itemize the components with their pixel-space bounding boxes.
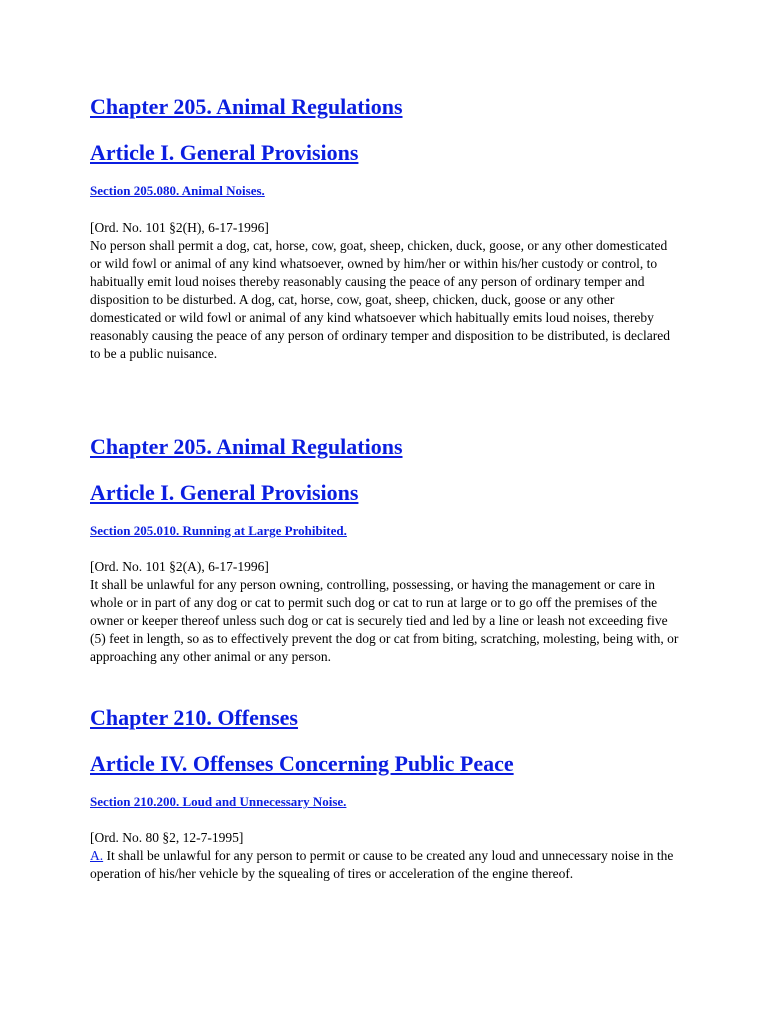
article-heading-wrap xyxy=(90,480,690,506)
article-heading-link[interactable]: Article IV. Offenses Concerning Public Peace xyxy=(90,751,514,776)
subsection-a-link[interactable]: A. xyxy=(90,848,104,863)
section-body-text: It shall be unlawful for any person owning, controlling, possessing, or having the management or care in whole or in part of any dog or cat to permit such dog or cat to run at large or to go off the premises of the owner or keeper thereof unless such dog or cat is securely tied and led by a line or leash not exceeding five (5) feet in length, so as to effectively prevent the dog or cat from biting, scratching, molesting, being with, or approaching any other animal or any person. xyxy=(90,577,679,664)
chapter-heading-link[interactable]: Chapter 205. Animal Regulations xyxy=(90,434,403,459)
section-heading-wrap xyxy=(90,794,690,810)
section-block-205-080 xyxy=(90,94,690,120)
article-heading-link[interactable]: Article I. General Provisions xyxy=(90,140,359,165)
section-heading-wrap xyxy=(90,523,690,539)
article-heading-wrap xyxy=(90,751,690,777)
chapter-heading-link[interactable]: Chapter 205. Animal Regulations xyxy=(90,94,403,119)
ordinance-reference: [Ord. No. 101 §2(H), 6-17-1996] xyxy=(90,220,269,235)
chapter-heading-wrap xyxy=(90,705,690,731)
ordinance-reference: [Ord. No. 101 §2(A), 6-17-1996] xyxy=(90,559,269,574)
ordinance-reference: [Ord. No. 80 §2, 12-7-1995] xyxy=(90,830,244,845)
chapter-heading-wrap xyxy=(90,434,690,460)
section-heading-link[interactable]: Section 205.080. Animal Noises. xyxy=(90,183,265,198)
article-heading-link[interactable]: Article I. General Provisions xyxy=(90,480,359,505)
section-body-text: No person shall permit a dog, cat, horse, cow, goat, sheep, chicken, duck, goose, or any other domesticated or wild fowl or animal of any kind whatsoever, owned by him/her or within his/her custody or control, to habitually emit loud noises thereby reasonably causing the peace of any person of ordinary temper and disposition to be disturbed. A dog, cat, horse, cow, goat, sheep, chicken, duck, goose or any other domesticated or wild fowl or animal of any kind whatsoever which habitually emits loud noises, thereby reasonably causing the peace of any person of ordinary temper and disposition to be distributed, is declared to be a public nuisance. xyxy=(90,238,670,361)
section-content xyxy=(90,829,690,883)
article-heading-wrap xyxy=(90,140,690,166)
chapter-heading-link[interactable]: Chapter 210. Offenses xyxy=(90,705,298,730)
section-content xyxy=(90,219,690,363)
section-body-text xyxy=(90,847,680,883)
section-heading-link[interactable]: Section 205.010. Running at Large Prohibited. xyxy=(90,523,347,538)
section-heading-wrap xyxy=(90,183,690,199)
section-heading-link[interactable]: Section 210.200. Loud and Unnecessary Noise. xyxy=(90,794,347,809)
section-content xyxy=(90,558,690,666)
subsection-a-text: It shall be unlawful for any person to permit or cause to be created any loud and unnecessary noise in the operation of his/her vehicle by the squealing of tires or acceleration of the engine thereof. xyxy=(90,848,674,881)
